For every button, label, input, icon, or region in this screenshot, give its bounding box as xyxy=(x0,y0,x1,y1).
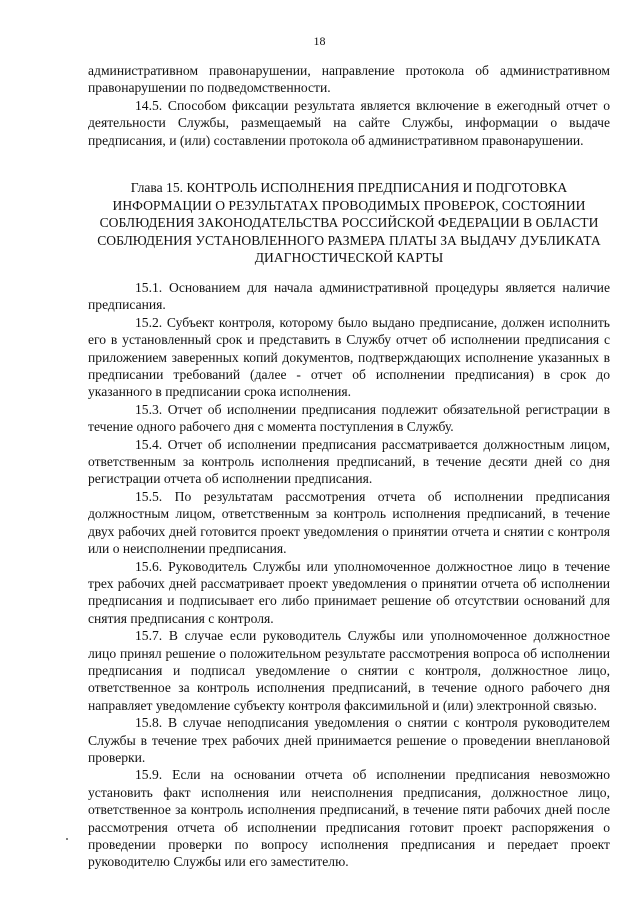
page-content xyxy=(88,62,610,871)
paragraph-15-9: 15.9. Если на основании отчета об исполнении предписания невозможно установить факт исполнения или неисполнения предписания, должностное лицо, ответственное за контроль исполнения предписаний, в течение пяти рабочих дней после рассмотрения отчета об исполнении предписания готовит проект распоряжения о проведении проверки по вопросу исполнения предписания и передает проект руководителю Службы или его заместителю. xyxy=(88,767,610,870)
paragraph-15-6: 15.6. Руководитель Службы или уполномоченное должностное лицо в течение трех рабочих дней рассматривает проект уведомления о принятии отчета об исполнении предписания и подписывает его либо принимает решение об отсутствии оснований для снятия предписания с контроля. xyxy=(88,558,610,626)
paragraph-15-2: 15.2. Субъект контроля, которому было выдано предписание, должен исполнить его в установленный срок и представить в Службу отчет об исполнении предписания с приложением заверенных копий документов, подтверждающих исполнение указанных в предписании требований (далее - отчет об исполнении предписания) в срок до указанного в предписании срока исполнения. xyxy=(88,314,610,400)
scan-speck xyxy=(66,838,68,840)
chapter-15-title: Глава 15. КОНТРОЛЬ ИСПОЛНЕНИЯ ПРЕДПИСАНИЯ И ПОДГОТОВКА ИНФОРМАЦИИ О РЕЗУЛЬТАТАХ ПРОВОДИМЫХ ПРОВЕРОК, СОСТОЯНИИ СОБЛЮДЕНИЯ ЗАКОНОДАТЕЛЬСТВА РОССИЙСКОЙ ФЕДЕРАЦИИ В ОБЛАСТИ СОБЛЮДЕНИЯ УСТАНОВЛЕННОГО РАЗМЕРА ПЛАТЫ ЗА ВЫДАЧУ ДУБЛИКАТА ДИАГНОСТИЧЕСКОЙ КАРТЫ xyxy=(97,180,601,266)
paragraph-15-5: 15.5. По результатам рассмотрения отчета об исполнении предписания должностным лицом, ответственным за контроль исполнения предписаний, в течение двух рабочих дней готовится проект уведомления о принятии отчета и снятии с контроля или о неисполнении предписания. xyxy=(88,488,610,557)
paragraph-15-8: 15.8. В случае неподписания уведомления о снятии с контроля руководителем Службы в течение трех рабочих дней принимается решение о проведении внеплановой проверки. xyxy=(88,715,610,765)
paragraph-14-4-continuation: административном правонарушении, направление протокола об административном правонарушении по подведомственности. xyxy=(88,63,610,96)
paragraph-15-1: 15.1. Основанием для начала административной процедуры является наличие предписания. xyxy=(88,280,610,313)
paragraph-14-5: 14.5. Способом фиксации результата является включение в ежегодный отчет о деятельности Службы, размещаемый на сайте Службы, информации о выдаче предписания, и (или) составлении протокола об административном правонарушении. xyxy=(88,97,610,148)
paragraph-15-7: 15.7. В случае если руководитель Службы или уполномоченное должностное лицо принял решение о положительном результате рассмотрения вопроса об исполнении предписания и подписал уведомление о снятии с контроля, должностное лицо, ответственное за контроль исполнения предписаний, в течение одного рабочего дня направляет уведомление субъекту контроля факсимильной и (или) электронной связью. xyxy=(88,628,610,713)
paragraph-15-3: 15.3. Отчет об исполнении предписания подлежит обязательной регистрации в течение одного рабочего дня с момента поступления в Службу. xyxy=(88,401,610,435)
page-number: 18 xyxy=(313,34,326,48)
paragraph-15-4: 15.4. Отчет об исполнении предписания рассматривается должностным лицом, ответственным за контроль исполнения предписаний, в течение десяти дней со дня регистрации отчета об исполнении предписания. xyxy=(88,436,610,487)
